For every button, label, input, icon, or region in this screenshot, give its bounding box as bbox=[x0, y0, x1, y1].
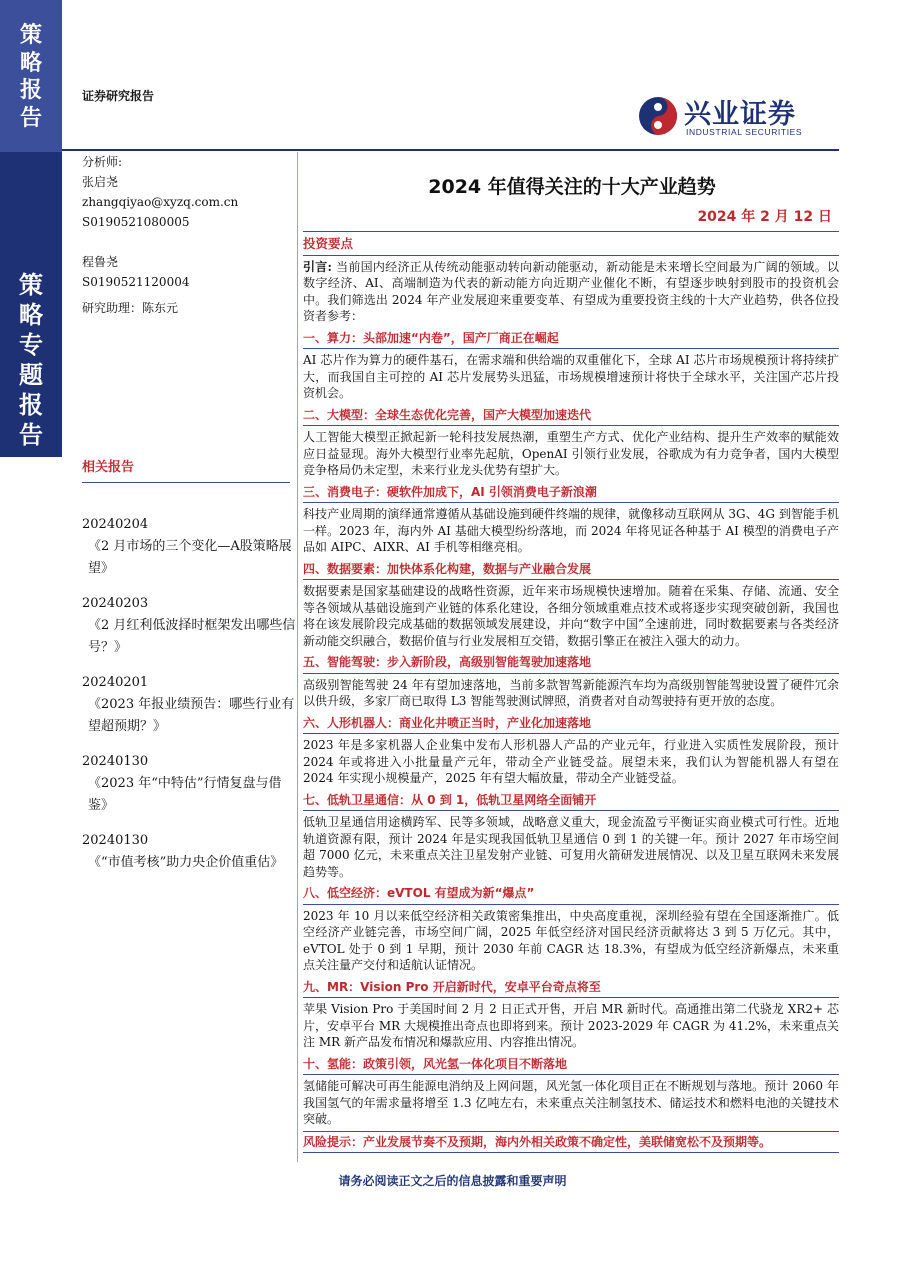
related-report-title[interactable]: 《2023 年报业绩预告：哪些行业有望超预期？》 bbox=[88, 697, 295, 734]
related-report-date: 20240204 bbox=[82, 517, 149, 532]
related-report-title[interactable]: 《2023 年“中特估”行情复盘与借鉴》 bbox=[88, 776, 282, 813]
band-character: 报 bbox=[19, 78, 42, 103]
section-heading: 七、低轨卫星通信：从 0 到 1，低轨卫星网络全面铺开 bbox=[303, 790, 839, 812]
analyst-cert: S0190521080005 bbox=[82, 215, 190, 229]
related-report[interactable] bbox=[82, 751, 297, 817]
related-report-title[interactable]: 《2 月红利低波择时框架发出哪些信号？》 bbox=[88, 618, 296, 655]
section-heading: 三、消费电子：硬软件加成下，AI 引领消费电子新浪潮 bbox=[303, 482, 839, 504]
header-rule bbox=[62, 149, 839, 151]
intro-paragraph bbox=[303, 259, 839, 325]
band-character: 告 bbox=[19, 421, 43, 449]
key-points-heading: 投资要点 bbox=[303, 236, 839, 256]
intro-text: 当前国内经济正从传统动能驱动转向新动能驱动，新动能是未来增长空间最为广阔的领域。以数字经济、AI、高端制造为代表的新动能方向近期产业催化不断，有望逐步映射到股市的投资机会中。我们筛选出 2024 年产业发展迎来重要变革、有望成为重要投资主线的十大产业趋势，供各位投资者参考： bbox=[303, 259, 839, 323]
band-character: 策 bbox=[19, 271, 43, 299]
related-report-date: 20240130 bbox=[82, 754, 149, 769]
main-content bbox=[303, 236, 839, 1153]
related-report[interactable] bbox=[82, 672, 297, 738]
related-report-date: 20240130 bbox=[82, 833, 149, 848]
logo-mark-icon bbox=[638, 96, 678, 136]
band-character: 告 bbox=[19, 105, 42, 131]
analyst-label: 分析师: bbox=[82, 155, 123, 169]
band-character: 报 bbox=[19, 391, 43, 419]
logo-text-cn: 兴业证券 bbox=[684, 99, 796, 130]
section-heading: 一、算力：头部加速“内卷”，国产厂商正在崛起 bbox=[303, 328, 839, 350]
intro-label: 引言: bbox=[303, 259, 332, 274]
section-heading: 九、MR：Vision Pro 开启新时代，安卓平台奇点将至 bbox=[303, 977, 839, 999]
section-body: 数据要素是国家基础建设的战略性资源，近年来市场规模快速增加。随着在采集、存储、流通、安全等各领域从基础设施到产业链的体系化建设，各细分领域重难点技术或将逐步实现突破创新，我国也将在该发展阶段完成基础的数据领域发展建设，并向“数字中国”全速前进，同时数据要素与各类经济新动能交织融合，数据价值与行业发展相互交错，数据引擎正在被注入强大的动力。 bbox=[303, 584, 839, 648]
section-body: 2023 年 10 月以来低空经济相关政策密集推出，中央高度重视，深圳经验有望在全国逐渐推广。低空经济产业链完善，市场空间广阔，2025 年低空经济对国民经济贡献将达 3 到 5 万亿元。其中，eVTOL 处于 0 到 1 早期，预计 2030 年前 CAGR 达 18.3%，有望成为低空经济新爆点，未来重点关注量产交付和适航认证情况。 bbox=[303, 908, 839, 972]
analyst-cert: S0190521120004 bbox=[82, 275, 190, 289]
section-heading: 四、数据要素：加快体系化构建，数据与产业融合发展 bbox=[303, 559, 839, 581]
section-body: 低轨卫星通信用途横跨军、民等多领域，战略意义重大，现金流盈亏平衡证实商业模式可行性。近地轨道资源有限，预计 2024 年是实现我国低轨卫星通信 0 到 1 的关键一年。预计 2027 年市场空间超 7000 亿元，未来重点关注卫星发射产业链、可复用火箭研发进展情况、以及卫星互联网未来发展趋势等。 bbox=[303, 815, 839, 879]
section-heading: 六、人形机器人：商业化井喷正当时，产业化加速落地 bbox=[303, 713, 839, 735]
report-date: 2024 年 2 月 12 日 bbox=[697, 209, 832, 225]
section-heading: 二、大模型：全球生态优化完善，国产大模型加速迭代 bbox=[303, 405, 839, 427]
section-heading: 八、低空经济：eVTOL 有望成为新“爆点” bbox=[303, 883, 839, 905]
related-report-date: 20240201 bbox=[82, 675, 149, 690]
related-reports-rule bbox=[82, 482, 290, 483]
section-body: 科技产业周期的演绎通常遵循从基础设施到硬件终端的规律，就像移动互联网从 3G、4G 到智能手机一样。2023 年，海内外 AI 基础大模型纷纷落地，而 2024 年将见证各种基于 AI 模型的消费电子产品如 AIPC、AIXR、AI 手机等相继亮相。 bbox=[303, 507, 839, 554]
company-logo bbox=[638, 94, 828, 144]
band-character: 略 bbox=[19, 50, 42, 76]
section-body: 人工智能大模型正掀起新一轮科技发展热潮，重塑生产方式、优化产业结构、提升生产效率的赋能效应日益显现。海外大模型行业率先起航，OpenAI 引领行业发展，谷歌成为有力竞争者，国内大模型竞争格局仍未定型，未来行业龙头优势有望扩大。 bbox=[303, 430, 839, 477]
related-reports-list bbox=[82, 514, 297, 887]
related-report-date: 20240203 bbox=[82, 596, 149, 611]
band-character: 略 bbox=[19, 301, 43, 329]
related-report[interactable] bbox=[82, 593, 297, 659]
band-character: 题 bbox=[19, 361, 43, 389]
section-body: 氢储能可解决可再生能源电消纳及上网问题，风光氢一体化项目正在不断规划与落地。预计 2060 年我国氢气的年需求量将增至 1.3 亿吨左右，未来重点关注制氢技术、储运技术和燃料电池的关键技术突破。 bbox=[303, 1079, 839, 1126]
analyst-name: 张启尧 bbox=[82, 175, 119, 189]
report-type: 证券研究报告 bbox=[82, 89, 155, 103]
section-body: 2023 年是多家机器人企业集中发布人形机器人产品的产业元年，行业进入实质性发展阶段，预计 2024 年或将进入小批量量产元年，带动全产业链受益。展望未来，我们认为智能机器人有望在 2024 年实现小规模量产，2025 年有望大幅放量，带动全产业链受益。 bbox=[303, 738, 839, 785]
disclaimer-footer[interactable]: 请务必阅读正文之后的信息披露和重要声明 bbox=[338, 1174, 567, 1188]
related-report[interactable] bbox=[82, 830, 297, 874]
section-heading: 五、智能驾驶：步入新阶段，高级别智能驾驶加速落地 bbox=[303, 652, 839, 674]
related-report-title[interactable]: 《“市值考核”助力央企价值重估》 bbox=[88, 855, 284, 870]
risk-warning: 风险提示：产业发展节奏不及预期，海内外相关政策不确定性，美联储宽松不及预期等。 bbox=[303, 1131, 839, 1154]
title-rule bbox=[303, 231, 839, 232]
related-reports-heading: 相关报告 bbox=[82, 460, 135, 475]
band-top-label bbox=[0, 22, 62, 132]
column-divider bbox=[297, 152, 298, 1162]
section-body: 高级别智能驾驶 24 年有望加速落地，当前多款智驾新能源汽车均为高级别智能驾驶设置了硬件冗余以供升级，多家厂商已取得 L3 智能驾驶测试牌照，消费者对自动驾驶持有更开放的态度。 bbox=[303, 677, 839, 708]
analyst-email[interactable]: zhangqiyao@xyzq.com.cn bbox=[82, 195, 239, 209]
related-report[interactable] bbox=[82, 514, 297, 580]
band-character: 策 bbox=[19, 23, 42, 48]
section-body: 苹果 Vision Pro 于美国时间 2 月 2 日正式开售，开启 MR 新时代。高通推出第二代骁龙 XR2+ 芯片，安卓平台 MR 大规模推出奇点也即将到来。预计 2023-2029 年 CAGR 为 41.2%，未来重点关注 MR 新产品发布情况和爆款应用、内容推出情况。 bbox=[303, 1002, 839, 1049]
research-assistant: 研究助理：陈东元 bbox=[82, 301, 179, 315]
logo-text-en: INDUSTRIAL SECURITIES bbox=[686, 127, 803, 137]
band-character: 专 bbox=[19, 331, 43, 359]
band-mid-label bbox=[0, 270, 62, 450]
section-heading: 十、氢能：政策引领，风光氢一体化项目不断落地 bbox=[303, 1054, 839, 1076]
analyst-name: 程鲁尧 bbox=[82, 255, 119, 269]
report-title: 2024 年值得关注的十大产业趋势 bbox=[428, 176, 716, 198]
related-report-title[interactable]: 《2 月市场的三个变化—A股策略展望》 bbox=[88, 539, 292, 576]
analyst-info bbox=[82, 152, 297, 318]
section-body: AI 芯片作为算力的硬件基石，在需求端和供给端的双重催化下，全球 AI 芯片市场规模预计将持续扩大，而我国自主可控的 AI 芯片发展势头迅猛，市场规模增速预计将快于全球水平，关注国产芯片投资机会。 bbox=[303, 353, 839, 400]
